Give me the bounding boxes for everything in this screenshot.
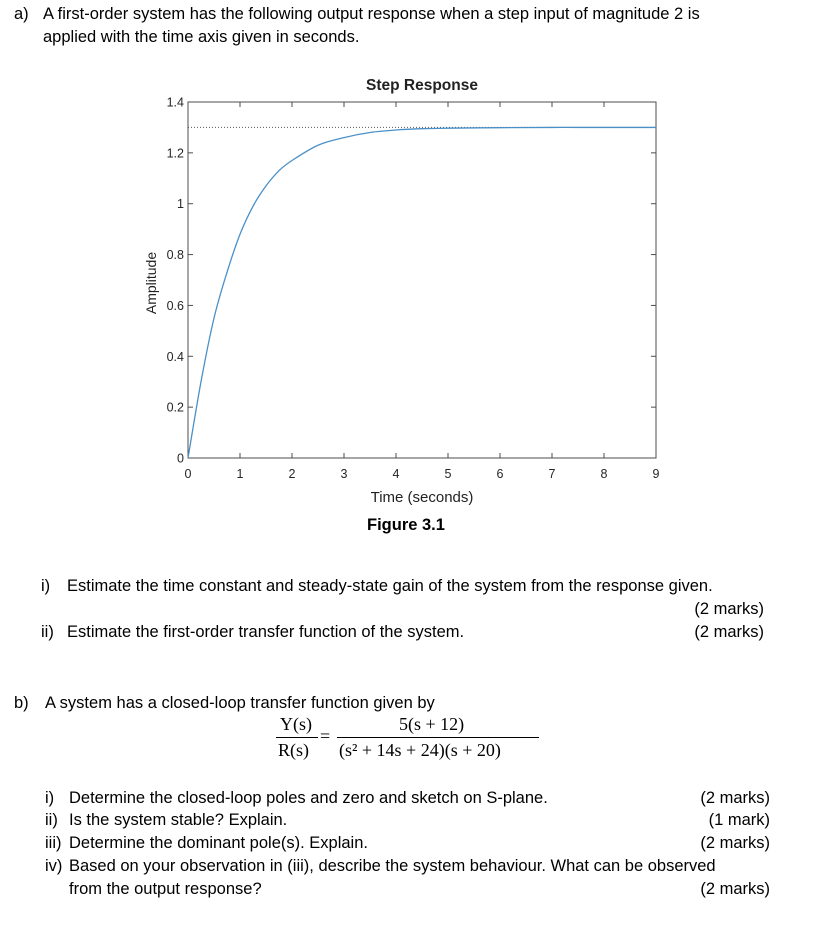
question-a-i-num: i) (41, 577, 51, 595)
question-b-i-num: i) (45, 789, 55, 807)
question-b-iv-text: Based on your observation in (iii), describe the system behaviour. What can be observed (69, 857, 716, 875)
y-tick-label: 0.4 (166, 349, 184, 364)
question-b-ii-marks: (1 mark) (708, 811, 770, 829)
x-axis-label: Time (seconds) (370, 489, 474, 506)
x-tick-label: 0 (184, 467, 192, 481)
question-a-ii-text: Estimate the first-order transfer function of the system. (67, 623, 465, 641)
question-b-ii-text: Is the system stable? Explain. (69, 811, 288, 829)
part-b-intro: A system has a closed-loop transfer function given by (45, 694, 435, 712)
y-tick-label: 0.2 (166, 400, 184, 415)
tf-rhs-denominator: (s² + 14s + 24)(s + 20) (339, 740, 501, 760)
question-b-iii-num: iii) (45, 834, 62, 852)
part-b-label: b) (14, 694, 29, 712)
y-tick-label: 0 (177, 451, 184, 466)
tf-lhs-numerator: Y(s) (280, 714, 312, 734)
y-tick-label: 1.2 (166, 146, 184, 161)
x-tick-label: 3 (340, 467, 348, 481)
question-b-iv-num: iv) (45, 857, 63, 875)
part-a-intro-line1: A first-order system has the following output response when a step input of magnitude 2 is (43, 5, 700, 23)
question-a-i-marks: (2 marks) (694, 600, 764, 618)
question-b-iv-text-cont: from the output response? (69, 880, 262, 898)
question-b-iv-marks: (2 marks) (700, 880, 770, 898)
y-tick-label: 0.8 (166, 248, 184, 263)
plot-area (188, 102, 656, 458)
chart-title: Step Response (366, 77, 478, 94)
question-b-ii-num: ii) (45, 811, 58, 829)
y-tick-label: 0.6 (166, 298, 184, 313)
tf-lhs-fraction-bar (276, 737, 318, 738)
x-tick-label: 6 (496, 467, 504, 481)
question-a-ii-marks: (2 marks) (694, 623, 764, 641)
x-tick-label: 7 (548, 467, 556, 481)
question-a-ii-num: ii) (41, 623, 54, 641)
y-axis-label: Amplitude (143, 251, 159, 315)
tf-equals: = (320, 726, 331, 746)
y-tick-label: 1 (177, 197, 184, 212)
question-b-i-text: Determine the closed-loop poles and zero and sketch on S-plane. (69, 789, 548, 807)
question-b-i-marks: (2 marks) (700, 789, 770, 807)
question-b-iii-marks: (2 marks) (700, 834, 770, 852)
x-tick-label: 9 (652, 467, 660, 481)
x-tick-label: 5 (444, 467, 452, 481)
question-b-iii-text: Determine the dominant pole(s). Explain. (69, 834, 368, 852)
x-tick-label: 2 (288, 467, 296, 481)
y-tick-label: 1.4 (166, 95, 184, 110)
x-tick-label: 8 (600, 467, 608, 481)
figure-caption: Figure 3.1 (367, 516, 445, 534)
tf-rhs-numerator: 5(s + 12) (399, 714, 465, 734)
question-a-i-text: Estimate the time constant and steady-state gain of the system from the response given. (67, 577, 713, 595)
part-a-label: a) (14, 5, 29, 23)
tf-rhs-fraction-bar (337, 737, 539, 738)
part-a-intro-line2: applied with the time axis given in seconds. (43, 28, 360, 46)
x-tick-label: 1 (236, 467, 244, 481)
x-tick-label: 4 (392, 467, 400, 481)
tf-lhs-denominator: R(s) (278, 740, 309, 760)
